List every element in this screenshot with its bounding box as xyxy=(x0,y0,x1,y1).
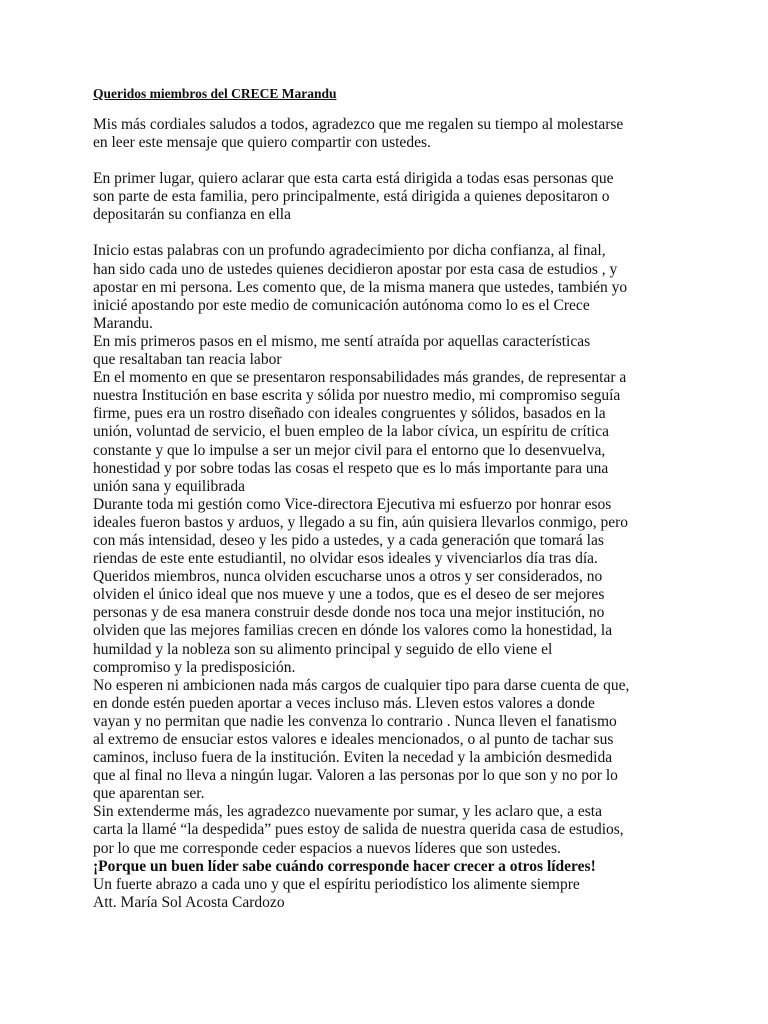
text-line: ideales fueron bastos y arduos, y llegado a su fin, aún quisiera llevarlos conmigo, pero xyxy=(93,513,629,531)
signature-line: Att. María Sol Acosta Cardozo xyxy=(93,893,285,911)
text-line: en leer este mensaje que quiero compartir con ustedes. xyxy=(93,134,431,152)
letter-title: Queridos miembros del CRECE Marandu xyxy=(93,86,337,101)
text-line: En el momento en que se presentaron responsabilidades más grandes, de representar a xyxy=(93,369,627,387)
text-line: honestidad y por sobre todas las cosas el respeto que es lo más importante para una xyxy=(93,459,609,477)
text-line: olviden que las mejores familias crecen en dónde los valores como la honestidad, la xyxy=(93,622,613,640)
text-line: por lo que me corresponde ceder espacios a nuevos líderes que son ustedes. xyxy=(93,839,561,857)
text-line: son parte de esta familia, pero principalmente, está dirigida a quienes depositaron o xyxy=(93,188,610,206)
highlight-line: ¡Porque un buen líder sabe cuándo corresponde hacer crecer a otros líderes! xyxy=(93,857,596,875)
text-line: humildad y la nobleza son su alimento principal y seguido de ello viene el xyxy=(93,640,553,658)
letter-page xyxy=(93,86,693,912)
text-line: en donde estén pueden aportar a veces incluso más. Lleven estos valores a donde xyxy=(93,694,595,712)
paragraph-intro xyxy=(93,170,693,224)
text-line: vayan y no permitan que nadie les convenza lo contrario . Nunca lleven el fanatismo xyxy=(93,712,617,730)
text-line: Mis más cordiales saludos a todos, agradezco que me regalen su tiempo al molestarse xyxy=(93,116,624,133)
text-line: carta la llamé “la despedida” pues estoy de salida de nuestra querida casa de estudios, xyxy=(93,821,624,839)
text-line: apostar en mi persona. Les comento que, de la misma manera que ustedes, también yo xyxy=(93,278,628,296)
text-line: compromiso y la predisposición. xyxy=(93,658,296,676)
text-line: olviden el único ideal que nos mueve y une a todos, que es el deseo de ser mejores xyxy=(93,586,605,604)
text-line: nuestra Institución en base escrita y sólida por nuestro medio, mi compromiso seguía xyxy=(93,387,621,405)
text-line: Inicio estas palabras con un profundo agradecimiento por dicha confianza, al final, xyxy=(93,242,606,260)
text-line: riendas de este ente estudiantil, no olvidar esos ideales y vivenciarlos día tras día. xyxy=(93,550,598,568)
text-line: No esperen ni ambicionen nada más cargos de cualquier tipo para darse cuenta de que, xyxy=(93,676,630,694)
text-line: unión sana y equilibrada xyxy=(93,477,245,495)
text-line: han sido cada uno de ustedes quienes decidieron apostar por esta casa de estudios , y xyxy=(93,260,618,278)
paragraph-greeting xyxy=(93,116,693,152)
text-line: firme, pues era un rostro diseñado con ideales congruentes y sólidos, basados en la xyxy=(93,405,606,423)
text-line: Queridos miembros, nunca olviden escucharse unos a otros y ser considerados, no xyxy=(93,568,603,586)
text-line: constante y que lo impulse a ser un mejor civil para el entorno que lo desenvuelva, xyxy=(93,441,606,459)
text-line: caminos, incluso fuera de la institución. Eviten la necedad y la ambición desmedida xyxy=(93,749,613,767)
text-line: Durante toda mi gestión como Vice-directora Ejecutiva mi esfuerzo por honrar esos xyxy=(93,495,612,513)
text-line: con más intensidad, deseo y les pido a ustedes, y a cada generación que tomará las xyxy=(93,531,604,549)
text-line: al extremo de ensuciar estos valores e ideales mencionados, o al punto de tachar sus xyxy=(93,731,614,748)
text-line: En primer lugar, quiero aclarar que esta carta está dirigida a todas esas personas que xyxy=(93,170,614,188)
text-line: Marandu. xyxy=(93,314,153,332)
text-line: unión, voluntad de servicio, el buen empleo de la labor cívica, un espíritu de crítica xyxy=(93,423,610,441)
text-line: Sin extenderme más, les agradezco nuevamente por sumar, y les aclaro que, a esta xyxy=(93,803,602,821)
text-line: inicié apostando por este medio de comunicación autónoma como lo es el Crece xyxy=(93,296,590,314)
closing-line: Un fuerte abrazo a cada uno y que el espíritu periodístico los alimente siempre xyxy=(93,875,580,893)
text-line: En mis primeros pasos en el mismo, me sentí atraída por aquellas características xyxy=(93,332,591,350)
text-line: personas y de esa manera construir desde donde nos toca una mejor institución, no xyxy=(93,604,605,622)
text-line: depositarán su confianza en ella xyxy=(93,206,291,224)
paragraph-body xyxy=(93,242,693,911)
text-line: que resaltaban tan reacia labor xyxy=(93,351,282,369)
text-line: que aparentan ser. xyxy=(93,785,205,803)
text-line: que al final no lleva a ningún lugar. Valoren a las personas por lo que son y no por lo xyxy=(93,767,618,785)
